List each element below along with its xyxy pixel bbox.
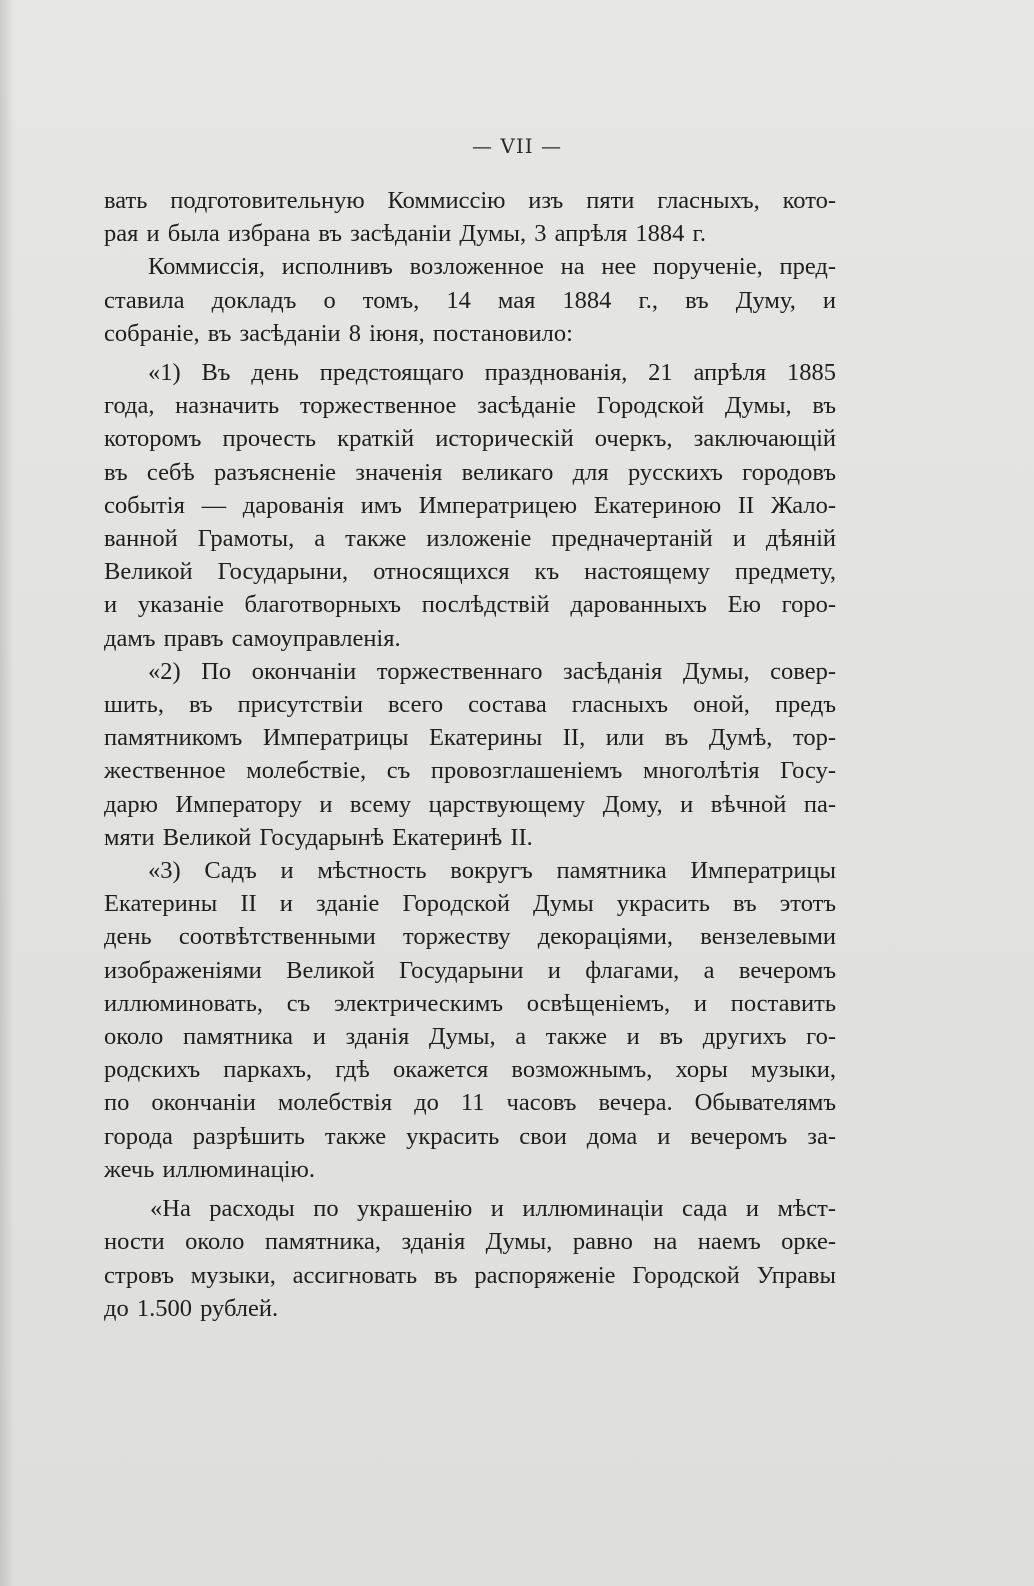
- text-line: «На расходы по украшенію и иллюминаціи сада и мѣст-: [150, 1195, 836, 1223]
- text-line: вать подготовительную Коммиссію изъ пяти гласныхъ, кото-: [104, 187, 836, 214]
- text-line: «2) По окончаніи торжественнаго засѣданія Думы, совер-: [148, 657, 836, 685]
- text-line: собраніе, въ засѣданіи 8 іюня, постановило:: [104, 319, 573, 347]
- paragraph: [104, 854, 836, 1186]
- text-line: которомъ прочесть краткій историческій очеркъ, заключающій: [104, 425, 836, 453]
- text-line: ности около памятника, зданія Думы, равно на наемъ орке-: [104, 1228, 836, 1256]
- text-line: города разрѣшить также украсить свои дома и вечеромъ за-: [104, 1122, 836, 1150]
- text-line: памятникомъ Императрицы Екатерины II, или въ Думѣ, тор-: [104, 724, 836, 752]
- text-line: до 1.500 рублей.: [104, 1294, 279, 1322]
- text-line: года, назначить торжественное засѣданіе Городской Думы, въ: [104, 392, 836, 420]
- paragraph: [104, 356, 836, 655]
- text-line: ванной Грамоты, а также изложеніе предначертаній и дѣяній: [104, 525, 836, 553]
- text-line: Коммиссія, исполнивъ возложенное на нее порученіе, пред-: [148, 253, 836, 281]
- text-line: событія — дарованія имъ Императрицею Екатериною II Жало-: [104, 491, 836, 519]
- text-line: Великой Государыни, относящихся къ настоящему предмету,: [104, 558, 836, 586]
- text-line: день соотвѣтственными торжеству декораціями, вензелевыми: [104, 923, 836, 951]
- page-edge-shadow: [0, 0, 14, 1586]
- body-text: [104, 184, 836, 1325]
- text-line: иллюминовать, съ электрическимъ освѣщеніемъ, и поставить: [104, 989, 836, 1017]
- text-line: родскихъ паркахъ, гдѣ окажется возможнымъ, хоры музыки,: [104, 1056, 836, 1084]
- text-line: дарю Императору и всему царствующему Дому, и вѣчной па-: [104, 790, 836, 818]
- text-line: дамъ правъ самоуправленія.: [104, 624, 401, 652]
- text-line: въ себѣ разъясненіе значенія великаго для русскихъ городовъ: [104, 458, 836, 486]
- paragraph: [104, 250, 836, 350]
- text-line: около памятника и зданія Думы, а также и въ другихъ го-: [104, 1023, 836, 1051]
- text-line: изображеніями Великой Государыни и флагами, а вечеромъ: [104, 956, 836, 984]
- paragraph: [104, 1192, 836, 1325]
- text-line: шить, въ присутствіи всего состава гласныхъ оной, предъ: [104, 691, 836, 719]
- text-line: стровъ музыки, ассигновать въ распоряженіе Городской Управы: [104, 1261, 836, 1289]
- page-number: — VII —: [472, 134, 562, 158]
- text-line: по окончаніи молебствія до 11 часовъ вечера. Обывателямъ: [104, 1089, 836, 1117]
- text-line: ставила докладъ о томъ, 14 мая 1884 г., въ Думу, и: [104, 286, 836, 314]
- text-line: «1) Въ день предстоящаго празднованія, 21 апрѣля 1885: [148, 359, 836, 387]
- paragraph: [104, 184, 836, 250]
- paragraph: [104, 655, 836, 854]
- text-line: Екатерины II и зданіе Городской Думы украсить въ этотъ: [104, 890, 836, 918]
- text-line: и указаніе благотворныхъ послѣдствій дарованныхъ Ею горо-: [104, 591, 836, 619]
- text-line: жественное молебствіе, съ провозглашеніемъ многолѣтія Госу-: [104, 757, 836, 785]
- text-line: рая и была избрана въ засѣданіи Думы, 3 апрѣля 1884 г.: [104, 220, 706, 248]
- text-line: жечь иллюминацію.: [104, 1155, 315, 1183]
- text-line: «3) Садъ и мѣстность вокругъ памятника Императрицы: [148, 857, 836, 885]
- text-line: мяти Великой Государынѣ Екатеринѣ II.: [104, 823, 533, 851]
